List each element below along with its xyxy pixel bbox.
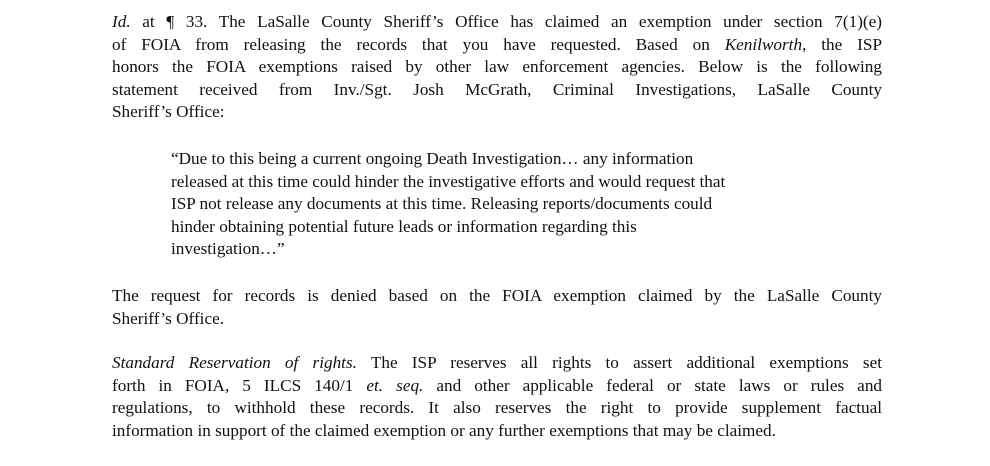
paragraph1-line-4-text: statement received from Inv./Sgt. Josh McGrath, Criminal Investigations, LaSalle County	[112, 79, 882, 99]
case-name-kenilworth: Kenilworth	[724, 34, 803, 54]
paragraph1-line-3-text: honors the FOIA exemptions raised by other law enforcement agencies. Below is the following	[112, 57, 882, 76]
paragraph3-line-2	[112, 375, 882, 398]
quote-line-3: ISP not release any documents at this time. Releasing reports/documents could	[171, 194, 713, 213]
paragraph3-line-4	[112, 420, 882, 443]
quote-line-5: investigation…”	[171, 239, 285, 258]
paragraph3-line-1	[112, 352, 882, 375]
paragraph1-line-1-text: at ¶ 33. The LaSalle County Sheriff’s Office has claimed an exemption under section 7(1)(e)	[130, 12, 882, 31]
paragraph3-line-3	[112, 397, 882, 420]
paragraph3-line-2-text-a: forth in FOIA, 5 ILCS 140/1	[112, 375, 367, 395]
paragraph1-line-3	[112, 56, 882, 79]
paragraph3-line-1-text: The ISP reserves all rights to assert additional exemptions set	[356, 353, 882, 372]
paragraph3-line-4-text: information in support of the claimed exemption or any further exemptions that may be claimed.	[112, 420, 776, 440]
paragraph3-line-3-text: regulations, to withhold these records. It also reserves the right to provide supplement factual	[112, 398, 882, 417]
quote-line-2: released at this time could hinder the investigative efforts and would request that	[171, 171, 726, 191]
paragraph-exemption-claim	[112, 11, 882, 124]
paragraph2-line-2: Sheriff’s Office.	[112, 308, 225, 328]
block-quote-statement	[171, 148, 831, 261]
paragraph1-line-1	[112, 11, 882, 34]
paragraph1-line-2-text-b: , the ISP	[802, 34, 883, 54]
citation-id: Id.	[112, 12, 131, 31]
paragraph2-line-1: The request for records is denied based on the FOIA exemption claimed by the LaSalle County	[112, 286, 882, 305]
paragraph-reservation-of-rights	[112, 352, 882, 442]
paragraph1-line-4	[112, 79, 882, 102]
heading-standard-reservation: Standard Reservation of rights.	[112, 353, 357, 372]
paragraph-denial	[112, 285, 882, 330]
paragraph1-line-2	[112, 34, 882, 57]
paragraph3-line-2-text-b: and other applicable federal or state laws or rules and	[423, 375, 883, 395]
quote-line-4: hinder obtaining potential future leads or information regarding this	[171, 216, 637, 236]
paragraph1-line-2-text-a: of FOIA from releasing the records that you have requested. Based on	[112, 34, 725, 54]
paragraph1-line-5	[112, 101, 882, 124]
quote-line-1: “Due to this being a current ongoing Death Investigation… any information	[171, 149, 694, 168]
citation-et-seq: et. seq.	[366, 375, 424, 395]
paragraph1-line-5-text: Sheriff’s Office:	[112, 102, 225, 121]
